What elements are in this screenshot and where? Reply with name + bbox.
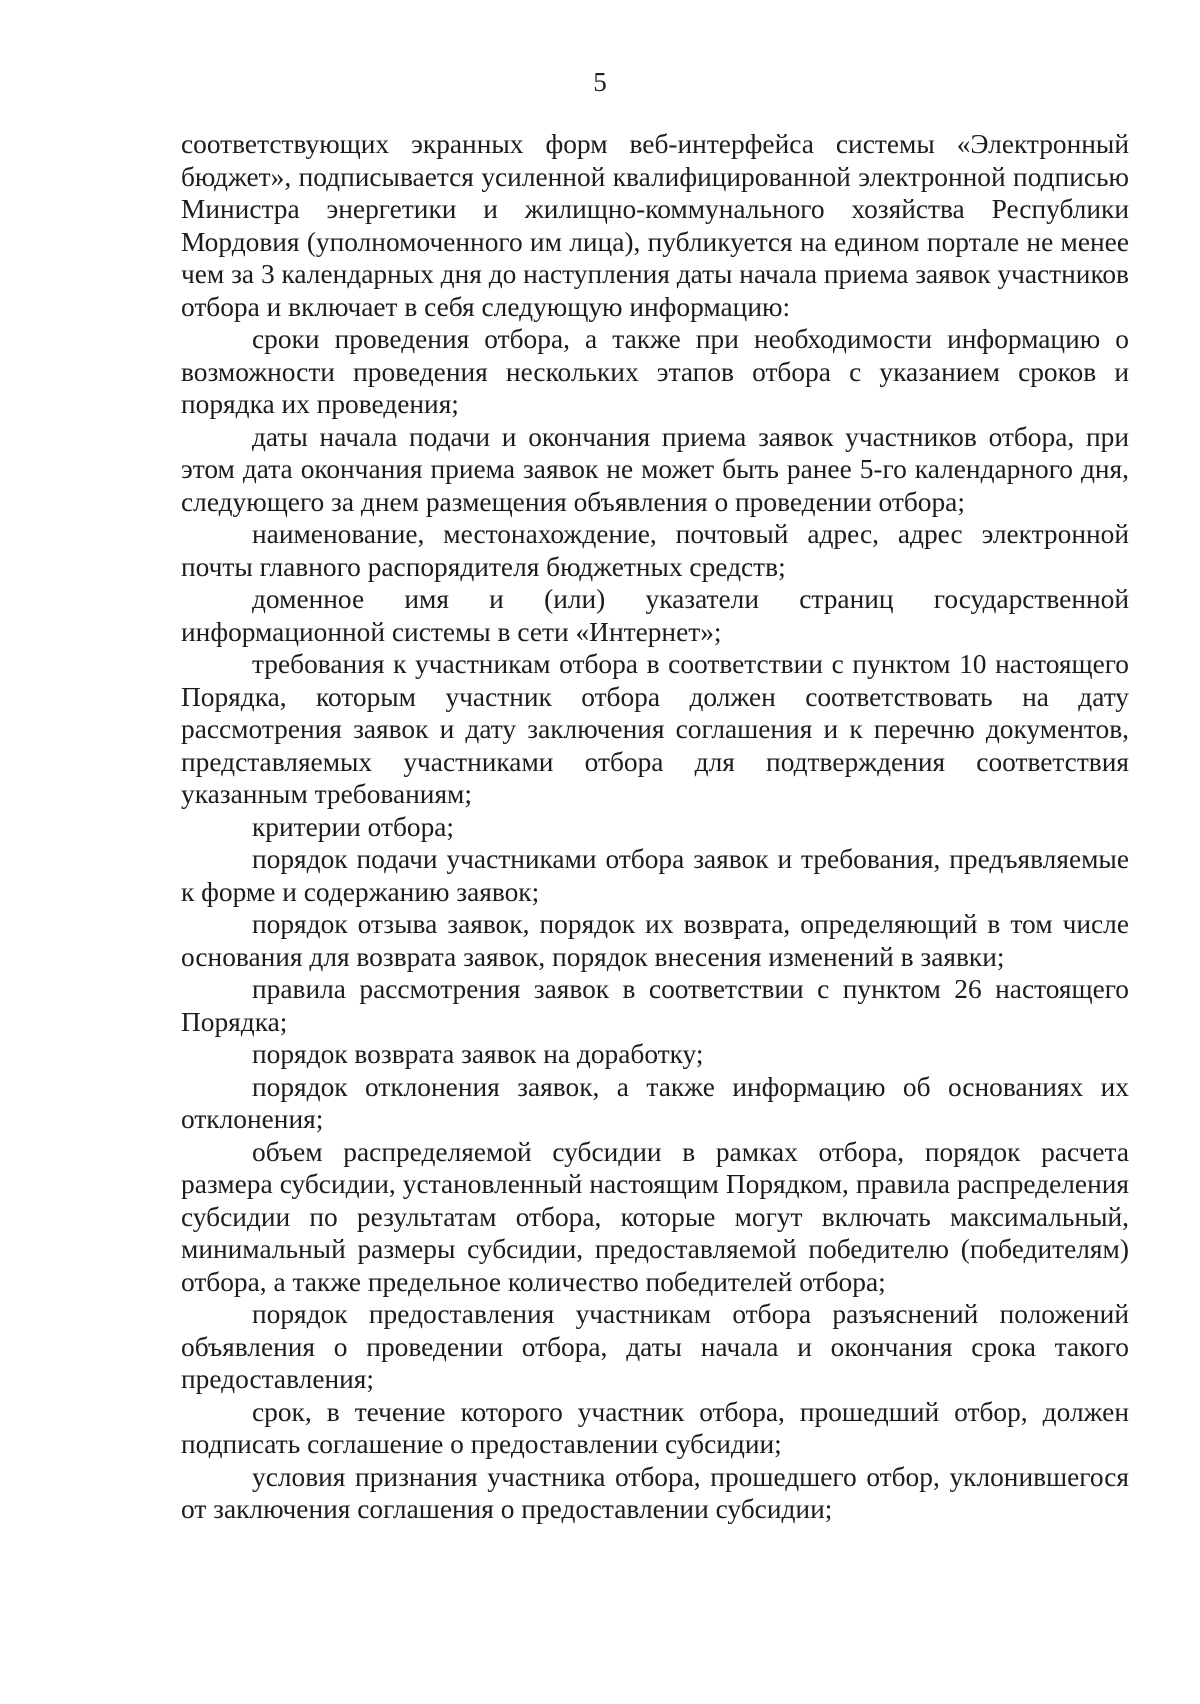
list-item-clarifications: порядок предоставления участникам отбора разъяснений положений объявления о проведении отбора, даты начала и окончания срока такого предоставления; xyxy=(181,1299,1129,1394)
document-body xyxy=(181,128,1129,1526)
list-item-participant-requirements: требования к участникам отбора в соответствии с пунктом 10 настоящего Порядка, которым участник отбора должен соответствовать на дату рассмотрения заявок и дату заключения соглашения и к перечню документов, представляемых участниками отбора для подтверждения соответствия указанным требованиям; xyxy=(181,649,1129,809)
list-item-selection-criteria: критерии отбора; xyxy=(252,811,455,842)
list-item-review-rules: правила рассмотрения заявок в соответствии с пунктом 26 настоящего Порядка; xyxy=(181,974,1129,1037)
list-item-application-dates: даты начала подачи и окончания приема заявок участников отбора, при этом дата окончания приема заявок не может быть ранее 5-го календарного дня, следующего за днем размещения объявления о проведении отбора; xyxy=(181,421,1129,517)
list-item-domain-name: доменное имя и (или) указатели страниц государственной информационной системы в сети «Интернет»; xyxy=(181,584,1129,647)
list-item-withdrawal-procedure: порядок отзыва заявок, порядок их возврата, определяющий в том числе основания для возврата заявок, порядок внесения изменений в заявки; xyxy=(181,909,1129,972)
list-item-evasion-conditions: условия признания участника отбора, прошедшего отбор, уклонившегося от заключения соглашения о предоставлении субсидии; xyxy=(181,1461,1129,1524)
list-item-rejection-procedure: порядок отклонения заявок, а также информацию об основаниях их отклонения; xyxy=(181,1071,1129,1134)
paragraph-continuation: соответствующих экранных форм веб-интерфейса системы «Электронный бюджет», подписывается усиленной квалифицированной электронной подписью Министра энергетики и жилищно-коммунального хозяйства Республики Мордовия (уполномоченного им лица), публикуется на едином портале не менее чем за 3 календарных дня до наступления даты начала приема заявок участников отбора и включает в себя следующую информацию: xyxy=(181,129,1129,322)
list-item-signing-deadline: срок, в течение которого участник отбора, прошедший отбор, должен подписать соглашение о предоставлении субсидии; xyxy=(181,1396,1129,1459)
list-item-selection-terms: сроки проведения отбора, а также при необходимости информацию о возможности проведения нескольких этапов отбора с указанием сроков и порядка их проведения; xyxy=(181,324,1129,419)
list-item-submission-procedure: порядок подачи участниками отбора заявок и требования, предъявляемые к форме и содержанию заявок; xyxy=(181,844,1129,907)
page-number: 5 xyxy=(593,67,607,97)
list-item-return-procedure: порядок возврата заявок на доработку; xyxy=(252,1039,704,1069)
list-item-distributor-contacts: наименование, местонахождение, почтовый адрес, адрес электронной почты главного распорядителя бюджетных средств; xyxy=(181,519,1129,582)
list-item-subsidy-volume: объем распределяемой субсидии в рамках отбора, порядок расчета размера субсидии, установленный настоящим Порядком, правила распределения субсидии по результатам отбора, которые могут включать максимальный, минимальный размеры субсидии, предоставляемой победителю (победителям) отбора, а также предельное количество победителей отбора; xyxy=(181,1136,1129,1297)
